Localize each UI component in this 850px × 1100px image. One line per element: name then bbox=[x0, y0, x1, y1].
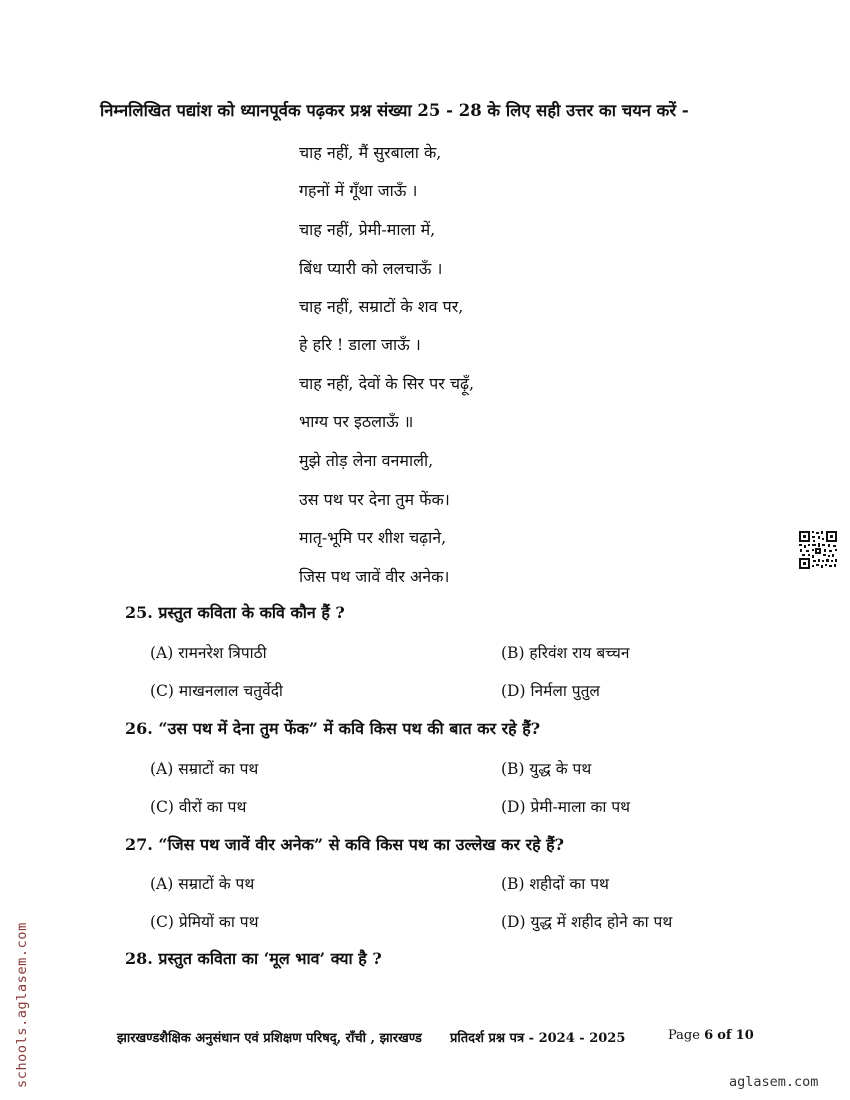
option-26-d: (D) प्रेमी-माला का पथ bbox=[501, 798, 631, 816]
question-25: 25. प्रस्तुत कविता के कवि कौन हैं ? bbox=[125, 603, 345, 622]
option-26-a: (A) सम्राटों का पथ bbox=[150, 760, 259, 778]
option-26-c: (C) वीरों का पथ bbox=[150, 798, 247, 816]
poem-line: जिस पथ जावें वीर अनेक। bbox=[299, 567, 450, 586]
option-27-b: (B) शहीदों का पथ bbox=[501, 875, 609, 893]
question-28: 28. प्रस्तुत कविता का ‘मूल भाव’ क्या है ? bbox=[125, 949, 382, 968]
page-total: 10 bbox=[735, 1028, 754, 1043]
page-number bbox=[668, 1028, 754, 1043]
option-27-d: (D) युद्ध में शहीद होने का पथ bbox=[501, 913, 673, 931]
page-of: of bbox=[717, 1028, 732, 1043]
option-25-c: (C) माखनलाल चतुर्वेदी bbox=[150, 682, 283, 700]
option-27-c: (C) प्रेमियों का पथ bbox=[150, 913, 259, 931]
qr-code-icon bbox=[798, 530, 838, 570]
option-25-a: (A) रामनरेश त्रिपाठी bbox=[150, 644, 267, 662]
poem-line: गहनों में गूँथा जाऊँ । bbox=[299, 181, 418, 200]
side-watermark: schools.aglasem.com bbox=[14, 922, 30, 1088]
option-25-d: (D) निर्मला पुतुल bbox=[501, 682, 600, 700]
poem-line: चाह नहीं, प्रेमी-माला में, bbox=[299, 220, 436, 239]
poem-line: भाग्य पर इठलाऊँ ॥ bbox=[299, 412, 414, 431]
passage-instruction: निम्नलिखित पद्यांश को ध्यानपूर्वक पढ़कर प्रश्न संख्या 25 - 28 के लिए सही उत्तर का चयन करें - bbox=[100, 101, 689, 120]
poem-line: मातृ-भूमि पर शीश चढ़ाने, bbox=[299, 528, 447, 547]
footer-paper-title: प्रतिदर्श प्रश्न पत्र - 2024 - 2025 bbox=[450, 1031, 626, 1046]
page-current: 6 bbox=[704, 1028, 714, 1043]
option-26-b: (B) युद्ध के पथ bbox=[501, 760, 592, 778]
question-27: 27. “जिस पथ जावें वीर अनेक” से कवि किस पथ का उल्लेख कर रहे हैं? bbox=[125, 835, 565, 854]
poem-line: उस पथ पर देना तुम फेंक। bbox=[299, 490, 450, 509]
option-25-b: (B) हरिवंश राय बच्चन bbox=[501, 644, 630, 662]
page-prefix: Page bbox=[668, 1028, 700, 1043]
poem-line: चाह नहीं, मैं सुरबाला के, bbox=[299, 143, 442, 162]
poem-line: हे हरि ! डाला जाऊँ । bbox=[299, 335, 421, 354]
footer-organization: झारखण्डशैक्षिक अनुसंधान एवं प्रशिक्षण परिषद्, राँची , झारखण्ड bbox=[117, 1031, 422, 1046]
option-27-a: (A) सम्राटों के पथ bbox=[150, 875, 255, 893]
poem-line: चाह नहीं, देवों के सिर पर चढ़ूँ, bbox=[299, 374, 475, 393]
question-26: 26. “उस पथ में देना तुम फेंक” में कवि किस पथ की बात कर रहे हैं? bbox=[125, 719, 541, 738]
poem-line: चाह नहीं, सम्राटों के शव पर, bbox=[299, 297, 464, 316]
site-watermark: aglasem.com bbox=[729, 1074, 819, 1090]
poem-line: बिंध प्यारी को ललचाऊँ । bbox=[299, 259, 443, 278]
poem-line: मुझे तोड़ लेना वनमाली, bbox=[299, 451, 434, 470]
